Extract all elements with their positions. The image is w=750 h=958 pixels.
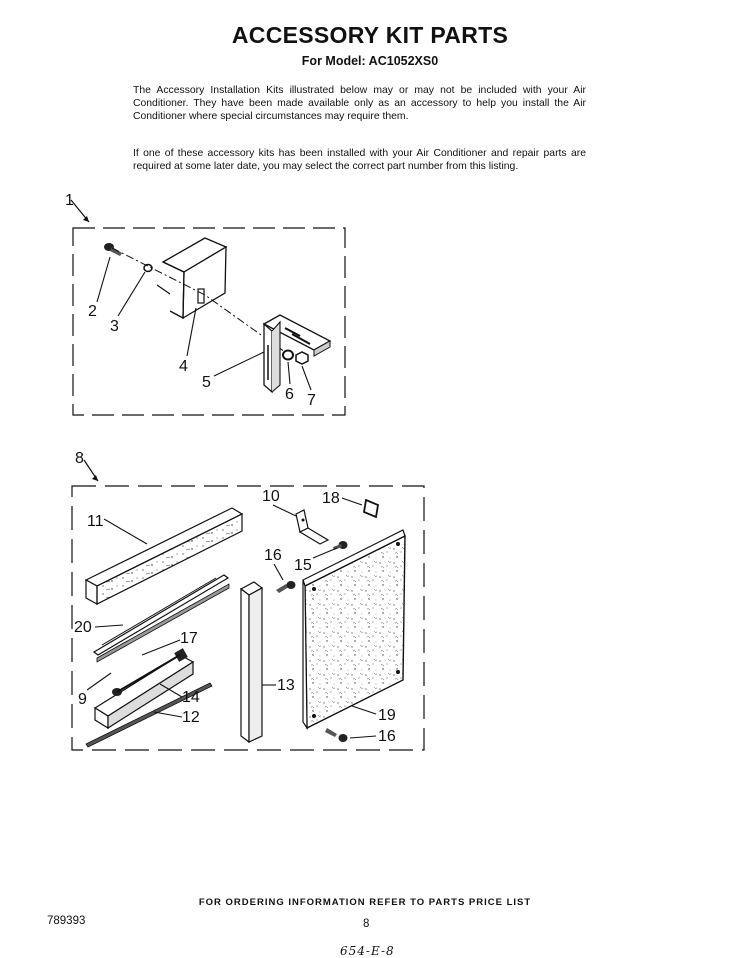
intro-paragraph-2: If one of these accessory kits has been installed with your Air Conditioner and repair parts are required at some later date, you may select the correct part number from this listing. [133, 148, 586, 172]
callout-5: 5 [202, 374, 211, 391]
intro-paragraph-1: The Accessory Installation Kits illustrated below may or may not be included with your Air Conditioner. They have been made available only as an accessory to help you install the Air Conditioner where special circumstances may require them. [133, 85, 586, 122]
leader-10 [273, 505, 296, 516]
callout-4: 4 [179, 358, 188, 375]
callout-9: 9 [78, 691, 87, 708]
page-number: 8 [363, 918, 370, 930]
leader-5 [214, 352, 264, 376]
bracket-part-5 [264, 315, 330, 392]
page-title: ACCESSORY KIT PARTS [231, 22, 509, 48]
document-number: 789393 [47, 915, 86, 927]
callout-6: 6 [285, 386, 294, 403]
callout-2: 2 [88, 303, 97, 320]
leader-16-bottom [350, 736, 376, 738]
leader-2 [97, 257, 110, 302]
callout-16-bottom: 16 [378, 728, 396, 745]
clip-part-10 [296, 510, 328, 544]
callout-15: 15 [294, 557, 312, 574]
model-line: For Model: AC1052XS0 [301, 54, 439, 68]
callout-18: 18 [322, 490, 340, 507]
callout-13: 13 [277, 677, 295, 694]
leader-19 [352, 706, 376, 714]
callout-10: 10 [262, 488, 280, 505]
callout-16-top: 16 [264, 547, 282, 564]
callout-3: 3 [110, 318, 119, 335]
kit-1-group [65, 192, 345, 415]
callout-12: 12 [182, 709, 200, 726]
nut-part-7 [296, 352, 308, 364]
leader-12 [154, 712, 182, 717]
screw-part-16-top [276, 581, 296, 593]
leader-16-top [274, 564, 283, 580]
callout-20: 20 [74, 619, 92, 636]
channel-part-13 [241, 582, 262, 742]
screw-part-2 [104, 243, 122, 256]
callout-11: 11 [87, 513, 104, 530]
callout-14: 14 [182, 689, 200, 706]
callout-19: 19 [378, 707, 396, 724]
leader-7 [302, 366, 311, 390]
handwritten-note: 654-E-8 [340, 944, 395, 958]
panel-part-19 [303, 530, 405, 728]
leader-11 [104, 519, 147, 544]
screw-part-16-bottom [325, 728, 348, 742]
callout-7: 7 [307, 392, 316, 409]
kit-8-group [72, 450, 424, 750]
leader-15 [313, 548, 337, 558]
leader-17 [142, 640, 180, 655]
cover-part-4 [157, 238, 226, 318]
pad-part-18 [364, 500, 378, 517]
leader-9 [87, 673, 111, 690]
kit-8-number: 8 [75, 450, 84, 467]
leader-3 [118, 272, 145, 316]
kit-1-number: 1 [65, 192, 74, 209]
leader-20 [95, 625, 123, 627]
ordering-note: FOR ORDERING INFORMATION REFER TO PARTS PRICE LIST [198, 897, 532, 908]
leader-18 [342, 498, 362, 505]
leader-6 [288, 362, 290, 384]
kit-1-arrowhead [83, 216, 89, 222]
washer-part-6 [283, 351, 293, 360]
callout-17: 17 [180, 630, 198, 647]
